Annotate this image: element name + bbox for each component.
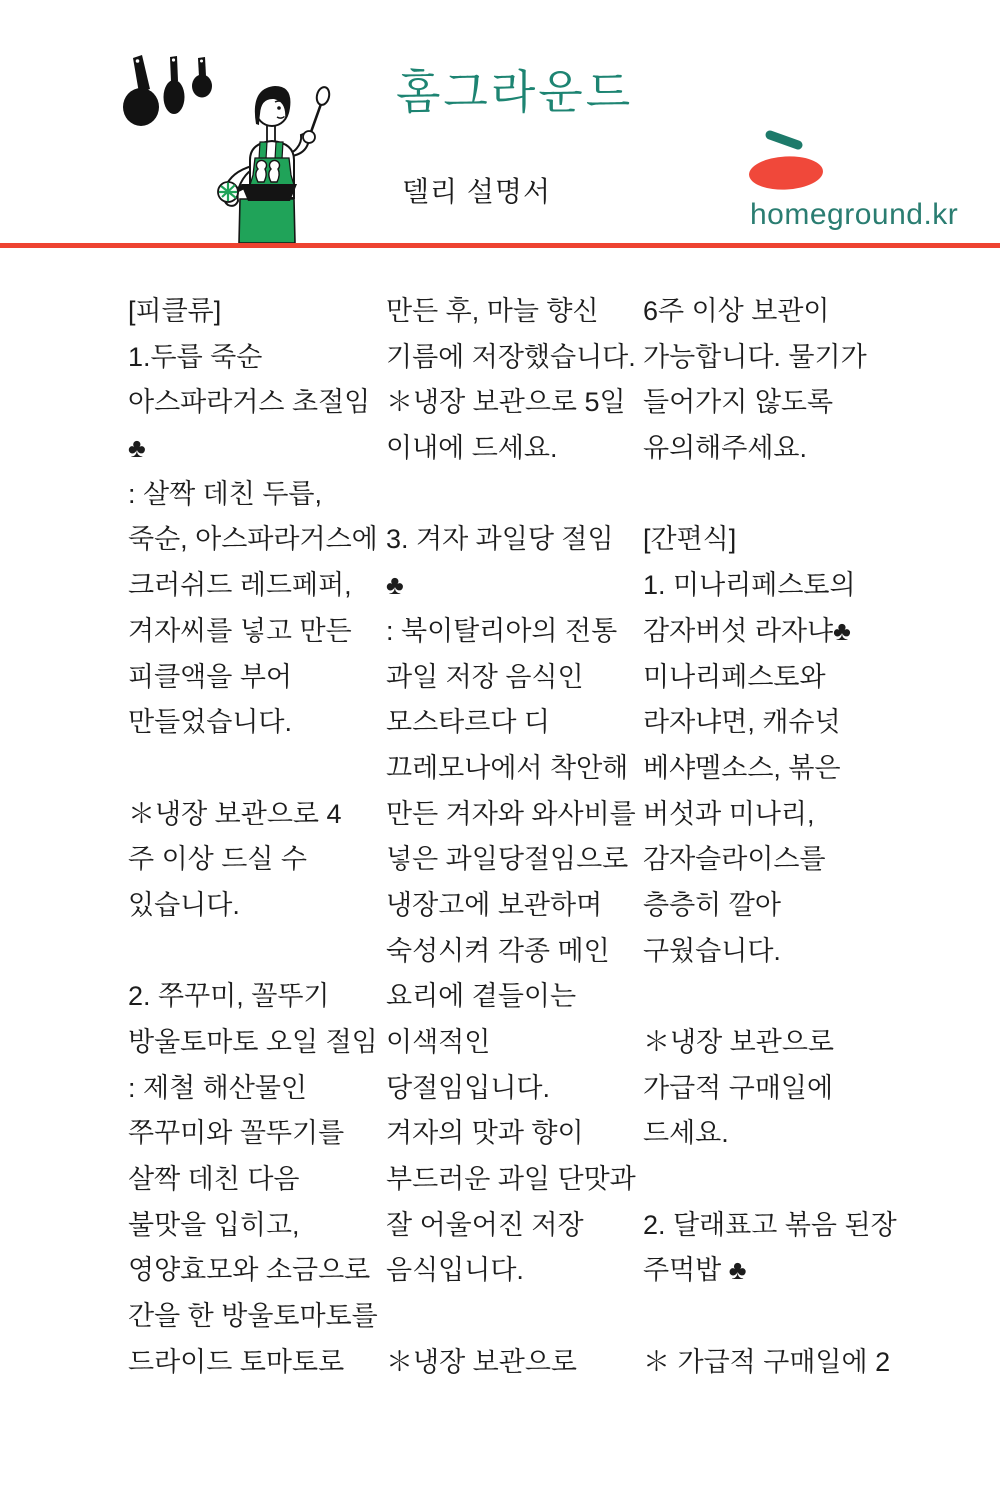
text-line: 과일 저장 음식인 <box>386 661 584 692</box>
text-line: 만들었습니다. <box>128 707 292 738</box>
text-line: 불맛을 입히고, <box>128 1209 300 1240</box>
text-line: 들어가지 않도록 <box>643 387 834 418</box>
text-line <box>643 1294 901 1340</box>
text-line: 드세요. <box>643 1118 729 1149</box>
cook-illustration <box>195 80 360 245</box>
text-line: 요리에 곁들이는 <box>386 981 577 1012</box>
text-line <box>386 472 644 518</box>
text-line <box>643 472 901 518</box>
text-line: 숙성시켜 각종 메인 <box>386 935 610 966</box>
text-line: ＊냉장 보관으로 4 <box>128 798 342 829</box>
brand-text: homeground.kr <box>750 198 959 231</box>
text-line: 넣은 과일당절임으로 <box>386 844 629 875</box>
text-line <box>128 929 386 975</box>
column-pickles <box>128 289 386 1386</box>
text-line: 겨자의 맛과 향이 <box>386 1118 584 1149</box>
text-line: ＊냉장 보관으로 5일 <box>386 387 626 418</box>
text-line: 모스타르다 디 <box>386 707 550 738</box>
column-middle <box>386 289 644 1386</box>
text-line: 방울토마토 오일 절임 <box>128 1027 378 1057</box>
column-simple-meals <box>643 289 901 1386</box>
text-line: 층층히 깔아 <box>643 889 781 920</box>
text-line: 쭈꾸미와 꼴뚜기를 <box>128 1118 345 1149</box>
text-line: 베샤멜소스, 볶은 <box>643 752 841 783</box>
text-line: 겨자씨를 넣고 만든 <box>128 615 352 646</box>
page-subtitle: 델리 설명서 <box>402 176 552 207</box>
text-line: 유의해주세요. <box>643 433 807 464</box>
text-line: 주 이상 드실 수 <box>128 844 307 875</box>
text-line: 부드러운 과일 단맛과 <box>386 1164 636 1195</box>
text-line: [피클류] <box>128 296 222 326</box>
text-line: 아스파라거스 초절임 <box>128 387 371 418</box>
text-line: 1. 미나리페스토의 <box>643 570 856 601</box>
text-line: 드라이드 토마토로 <box>128 1346 345 1377</box>
text-line: 만든 후, 마늘 향신 <box>386 296 599 326</box>
text-line: 6주 이상 보관이 <box>643 296 830 326</box>
text-line: ♣ <box>386 570 404 601</box>
text-line: 만든 겨자와 와사비를 <box>386 798 636 829</box>
text-line: 잘 어울어진 저장 <box>386 1209 584 1240</box>
text-line: 죽순, 아스파라거스에 <box>128 524 378 555</box>
text-line: : 제철 해산물인 <box>128 1072 307 1103</box>
text-line: [간편식] <box>643 524 737 555</box>
text-line: 이색적인 <box>386 1027 491 1057</box>
text-line: 미나리페스토와 <box>643 661 826 692</box>
text-line: : 살짝 데친 두릅, <box>128 478 322 509</box>
text-line: 버섯과 미나리, <box>643 798 815 829</box>
text-line: 피클액을 부어 <box>128 661 292 692</box>
text-line: 구웠습니다. <box>643 935 781 966</box>
text-line: 냉장고에 보관하며 <box>386 889 603 920</box>
text-line: 살짝 데친 다음 <box>128 1164 300 1195</box>
text-line: 2. 쭈꾸미, 꼴뚜기 <box>128 981 330 1012</box>
tomato-logo-icon <box>740 120 960 200</box>
text-line: 가능합니다. 물기가 <box>643 341 867 372</box>
text-line: 3. 겨자 과일당 절임 <box>386 524 614 555</box>
text-line: 주먹밥 ♣ <box>643 1255 747 1286</box>
text-line: 2. 달래표고 볶음 된장 <box>643 1209 897 1240</box>
text-line: ＊냉장 보관으로 <box>643 1027 834 1057</box>
text-line: 이내에 드세요. <box>386 433 558 464</box>
text-line: 간을 한 방울토마토를 <box>128 1301 378 1332</box>
text-line: 있습니다. <box>128 889 240 920</box>
text-line: 라자냐면, 캐슈넛 <box>643 707 841 738</box>
text-line: 음식입니다. <box>386 1255 524 1286</box>
red-divider <box>0 243 1000 248</box>
text-line: ＊ 가급적 구매일에 2 <box>643 1346 891 1377</box>
text-line: 감자슬라이스를 <box>643 844 826 875</box>
text-line: 1.두릅 죽순 <box>128 341 263 372</box>
text-line: 영양효모와 소금으로 <box>128 1255 371 1286</box>
text-line <box>386 1294 644 1340</box>
text-line: 기름에 저장했습니다. <box>386 341 636 372</box>
text-line: : 북이탈리아의 전통 <box>386 615 618 646</box>
text-line: 크러쉬드 레드페퍼, <box>128 570 352 601</box>
text-line <box>128 746 386 792</box>
text-line: ♣ <box>128 433 146 464</box>
text-line: 가급적 구매일에 <box>643 1072 834 1103</box>
text-line <box>643 1157 901 1203</box>
text-line: 감자버섯 라자냐♣ <box>643 615 851 646</box>
text-line: 끄레모나에서 착안해 <box>386 752 629 783</box>
text-line <box>643 974 901 1020</box>
page-title: 홈그라운드 <box>396 66 634 118</box>
text-line: 당절임입니다. <box>386 1072 550 1103</box>
text-line: ＊냉장 보관으로 <box>386 1346 577 1377</box>
